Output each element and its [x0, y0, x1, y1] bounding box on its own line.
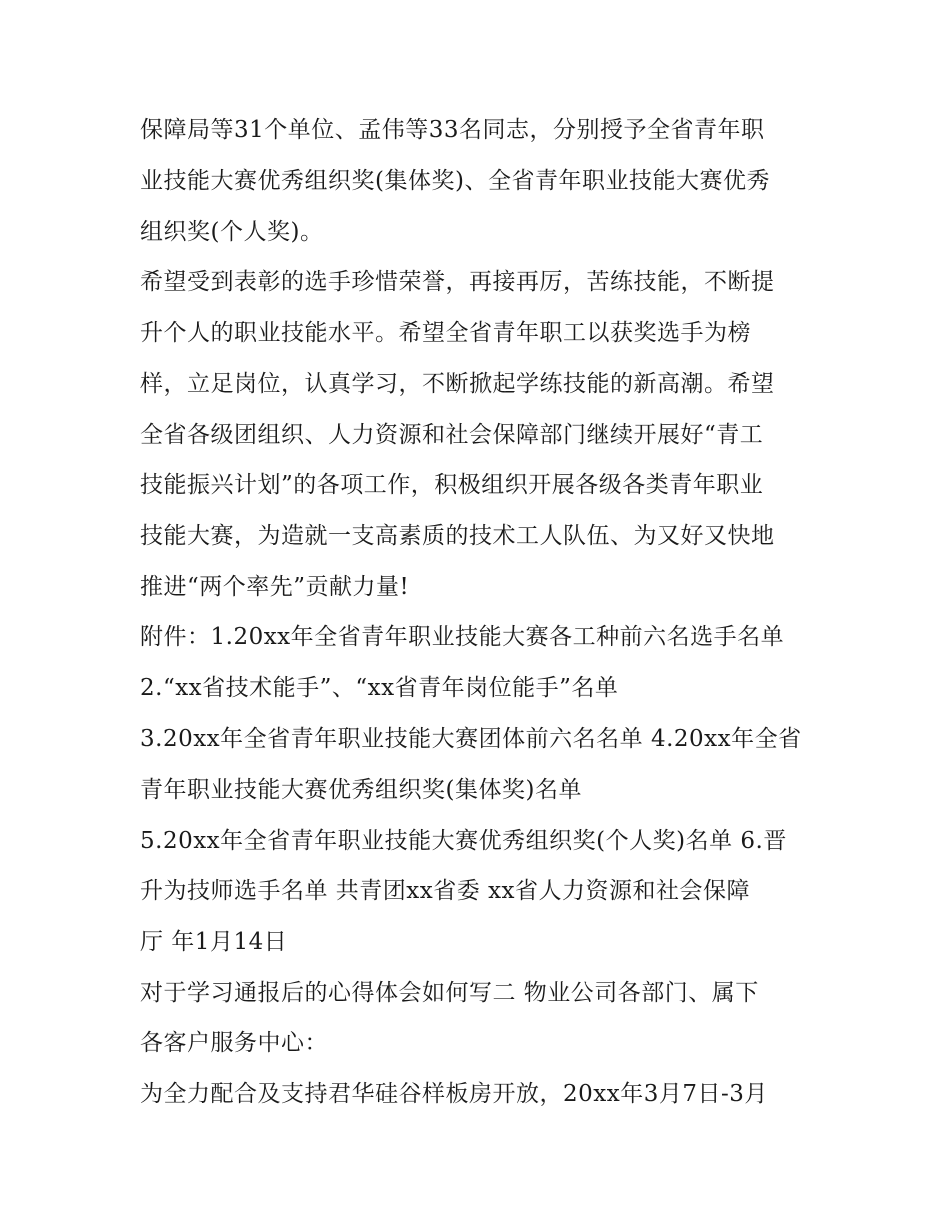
text-line: 5.20xx年全省青年职业技能大赛优秀组织奖(个人奖)名单 6.晋	[140, 828, 787, 854]
text-line: 全省各级团组织、人力资源和社会保障部门继续开展好“青工	[140, 422, 764, 448]
text-line: 2.“xx省技术能手”、“xx省青年岗位能手”名单	[140, 675, 619, 701]
text-line: 升个人的职业技能水平。希望全省青年职工以获奖选手为榜	[140, 320, 751, 346]
text-line: 组织奖(个人奖)。	[140, 219, 324, 245]
text-line: 技能振兴计划”的各项工作，积极组织开展各级各类青年职业	[140, 472, 764, 498]
text-line: 厅 年1月14日	[140, 929, 288, 955]
text-line: 青年职业技能大赛优秀组织奖(集体奖)名单	[140, 777, 582, 803]
text-line: 对于学习通报后的心得体会如何写二 物业公司各部门、属下	[140, 980, 759, 1006]
text-line: 3.20xx年全省青年职业技能大赛团体前六名名单 4.20xx年全省	[140, 726, 802, 752]
text-line: 保障局等31个单位、孟伟等33名同志，分别授予全省青年职	[140, 117, 765, 143]
text-line: 技能大赛，为造就一支高素质的技术工人队伍、为又好又快地	[140, 523, 775, 549]
text-line: 样，立足岗位，认真学习，不断掀起学练技能的新高潮。希望	[140, 371, 775, 397]
text-line: 升为技师选手名单 共青团xx省委 xx省人力资源和社会保障	[140, 878, 751, 904]
text-line: 为全力配合及支持君华硅谷样板房开放，20xx年3月7日-3月	[140, 1081, 768, 1107]
text-line: 附件：1.20xx年全省青年职业技能大赛各工种前六名选手名单	[140, 624, 785, 650]
text-line: 希望受到表彰的选手珍惜荣誉，再接再厉，苦练技能，不断提	[140, 269, 775, 295]
text-line: 业技能大赛优秀组织奖(集体奖)、全省青年职业技能大赛优秀	[140, 168, 770, 194]
text-line: 推进“两个率先”贡献力量!	[140, 574, 410, 600]
text-line: 各客户服务中心：	[140, 1030, 328, 1056]
